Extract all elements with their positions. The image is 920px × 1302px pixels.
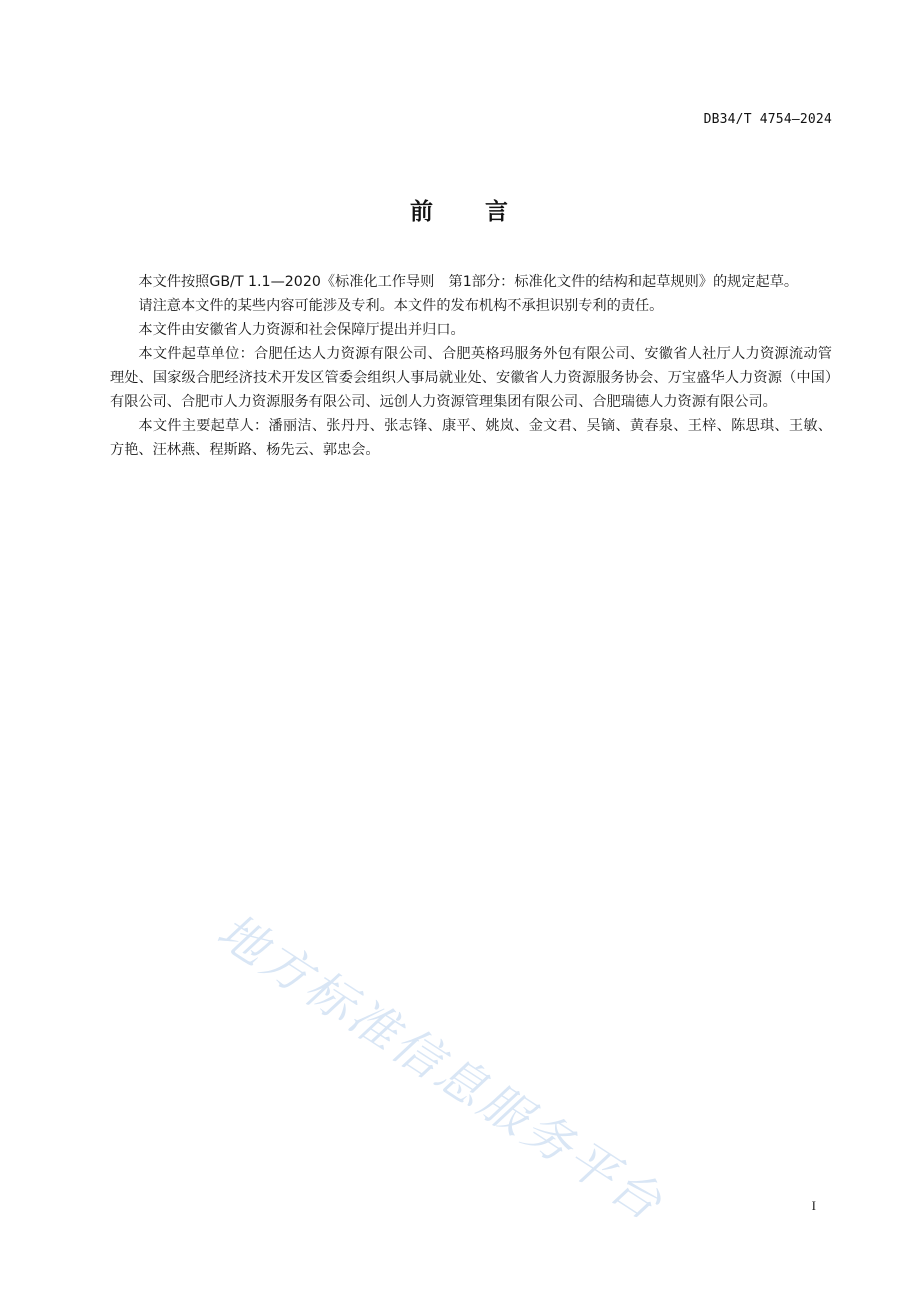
paragraph-drafting-units: 本文件起草单位：合肥任达人力资源有限公司、合肥英格玛服务外包有限公司、安徽省人社厅人力资源流动管理处、国家级合肥经济技术开发区管委会组织人事局就业处、安徽省人力资源服务协会、万宝盛华人力资源（中国）有限公司、合肥市人力资源服务有限公司、远创人力资源管理集团有限公司、合肥瑞德人力资源有限公司。 (110, 346, 832, 410)
paragraph-patent-notice: 请注意本文件的某些内容可能涉及专利。本文件的发布机构不承担识别专利的责任。 (138, 298, 664, 314)
page-title: 前 言 (410, 199, 510, 225)
paragraph-drafting-basis: 本文件按照GB/T 1.1—2020《标准化工作导则 第1部分：标准化文件的结构和起草规则》的规定起草。 (138, 274, 799, 290)
paragraph-main-drafters: 本文件主要起草人：潘丽洁、张丹丹、张志锋、康平、姚岚、金文君、吴镝、黄春泉、王梓、陈思琪、王敏、方艳、汪林燕、程斯路、杨先云、郭忠会。 (110, 418, 832, 458)
page-number: I (811, 1198, 816, 1213)
watermark: 地方标准信息服务平台 (207, 902, 674, 1233)
preface-body (110, 270, 832, 462)
paragraph-proposing-body: 本文件由安徽省人力资源和社会保障厅提出并归口。 (138, 322, 465, 338)
document-code: DB34/T 4754—2024 (703, 112, 832, 127)
